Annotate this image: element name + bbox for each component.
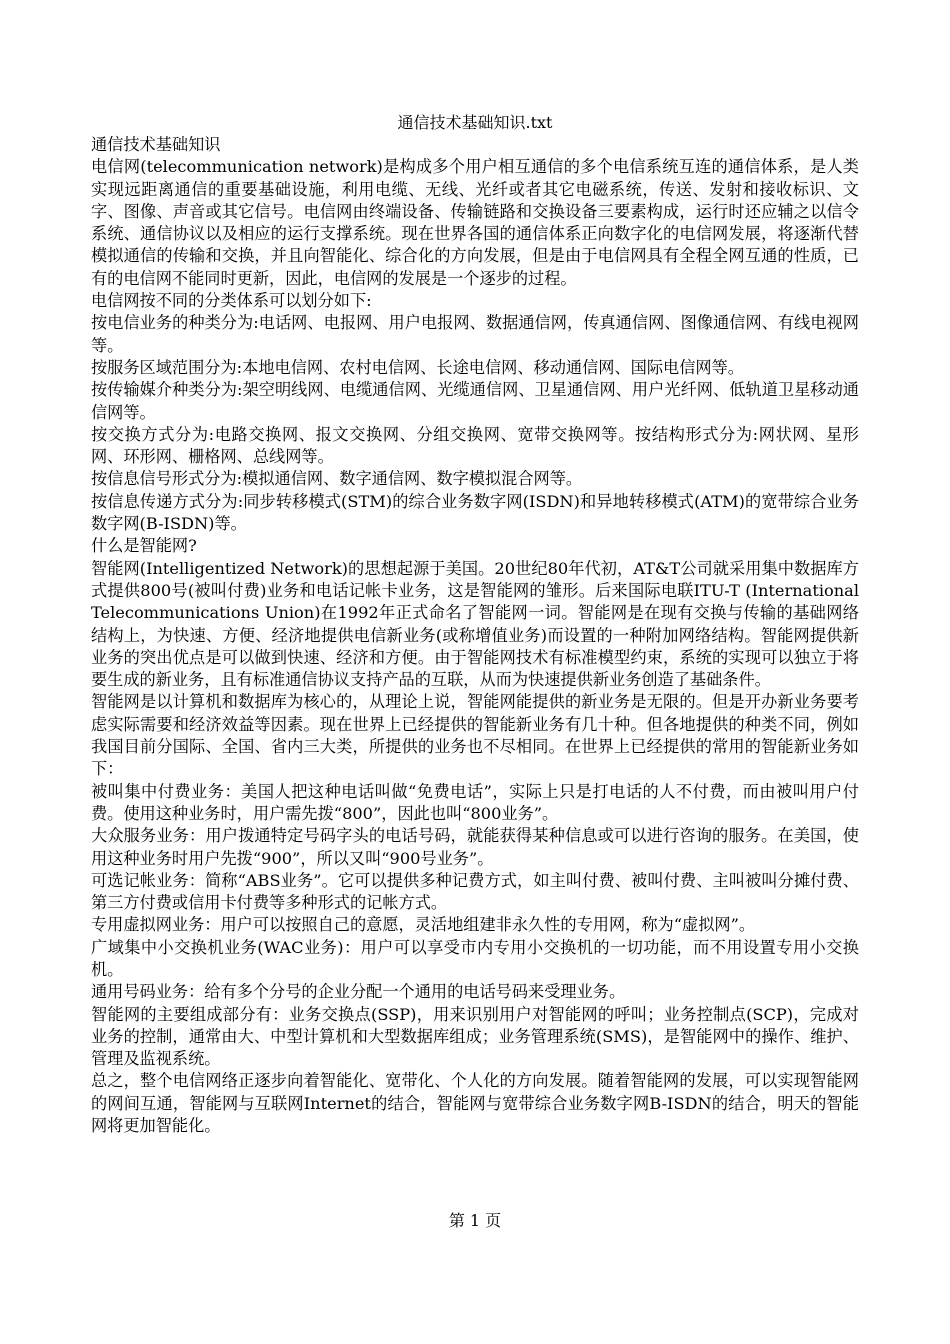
paragraph-abs: 可选记帐业务：简称“ABS业务”。它可以提供多种记费方式，如主叫付费、被叫付费、主叫被叫分摊付费、第三方付费或信用卡付费等多种形式的记帐方式。: [91, 870, 859, 913]
paragraph-conclusion: 总之，整个电信网络正逐步向着智能化、宽带化、个人化的方向发展。随着智能网的发展，可以实现智能网的网间互通，智能网与互联网Internet的结合，智能网与宽带综合业务数字网B-ISDN的结合，明天的智能网将更加智能化。: [91, 1071, 859, 1136]
paragraph-freephone: 被叫集中付费业务：美国人把这种电话叫做“免费电话”，实际上只是打电话的人不付费，而由被叫用户付费。使用这种业务时，用户需先拨“800”，因此也叫“800业务”。: [91, 781, 859, 823]
paragraph-by-signal-form: 按信息信号形式分为:模拟通信网、数字通信网、数字模拟混合网等。: [91, 469, 583, 489]
paragraph-wac: 广域集中小交换机业务(WAC业务)：用户可以享受市内专用小交换机的一切功能，而不用设置专用小交换机。: [91, 937, 859, 979]
paragraph-heading: 通信技术基础知识: [91, 135, 221, 154]
paragraph-what-is-in: 什么是智能网?: [91, 536, 197, 556]
paragraph-by-switching-mode: 按交换方式分为:电路交换网、报文交换网、分组交换网、宽带交换网等。按结构形式分为:网状网、星形网、环形网、栅格网、总线网等。: [91, 424, 859, 467]
paragraph-in-origin: 智能网(Intelligentized Network)的思想起源于美国。20世纪80年代初，AT&T公司就采用集中数据库方式提供800号(被叫付费)业务和电话记帐卡业务，这是智能网的雏形。后来国际电联ITU-T (International Telecommunications Union)在1992年正式命名了智能网一词。智能网是在现有交换与传输的基础网络结构上，为快速、方便、经济地提供电信新业务(或称增值业务)而设置的一种附加网络结构。智能网提供新业务的突出优点是可以做到快速、经济和方便。由于智能网技术有标准模型约束，系统的实现可以独立于将要生成的新业务，且有标准通信协议支持产品的互联，从而为快速提供新业务创造了基础条件。: [91, 558, 859, 690]
paragraph-classification-intro: 电信网按不同的分类体系可以划分如下:: [91, 291, 372, 311]
paragraph-by-transmission-medium: 按传输媒介种类分为:架空明线网、电缆通信网、光缆通信网、卫星通信网、用户光纤网、低轨道卫星移动通信网等。: [91, 380, 859, 422]
paragraph-universal-number: 通用号码业务：给有多个分号的企业分配一个通用的电话号码来受理业务。: [91, 982, 626, 1002]
paragraph-mass-calling: 大众服务业务：用户拨通特定号码字头的电话号码，就能获得某种信息或可以进行咨询的服务。在美国，使用这种业务时用户先拨“900”，所以又叫“900号业务”。: [91, 826, 859, 868]
document-body: [91, 134, 859, 1137]
paragraph-vpn: 专用虚拟网业务：用户可以按照自己的意愿，灵活地组建非永久性的专用网，称为“虚拟网”。: [91, 915, 756, 935]
paragraph-by-service-type: 按电信业务的种类分为:电话网、电报网、用户电报网、数据通信网，传真通信网、图像通信网、有线电视网等。: [91, 313, 859, 355]
paragraph-by-service-area: 按服务区域范围分为:本地电信网、农村电信网、长途电信网、移动通信网、国际电信网等。: [91, 357, 744, 377]
paragraph-in-services: 智能网是以计算机和数据库为核心的，从理论上说，智能网能提供的新业务是无限的。但是开办新业务要考虑实际需要和经济效益等因素。现在世界上已经提供的智能新业务有几十种。但各地提供的种类不同，例如我国目前分国际、全国、省内三大类，所提供的业务也不尽相同。在世界上已经提供的常用的智能新业务如下：: [91, 692, 859, 779]
paragraph-telecom-network: 电信网(telecommunication network)是构成多个用户相互通信的多个电信系统互连的通信体系，是人类实现远距离通信的重要基础设施，利用电缆、无线、光纤或者其它电磁系统，传送、发射和接收标识、文字、图像、声音或其它信号。电信网由终端设备、传输链路和交换设备三要素构成，运行时还应辅之以信令系统、通信协议以及相应的运行支撑系统。现在世界各国的通信体系正向数字化的电信网发展，将逐渐代替模拟通信的传输和交换，并且向智能化、综合化的方向发展，但是由于电信网具有全程全网互通的性质，已有的电信网不能同时更新，因此，电信网的发展是一个逐步的过程。: [91, 157, 859, 288]
paragraph-in-components: 智能网的主要组成部分有：业务交换点(SSP)，用来识别用户对智能网的呼叫；业务控制点(SCP)，完成对业务的控制，通常由大、中型计算机和大型数据库组成；业务管理系统(SMS)，是智能网中的操作、维护、管理及监视系统。: [91, 1004, 859, 1069]
page-number: 第 1 页: [448, 1211, 502, 1230]
paragraph-by-transfer-mode: 按信息传递方式分为:同步转移模式(STM)的综合业务数字网(ISDN)和异地转移模式(ATM)的宽带综合业务数字网(B-ISDN)等。: [91, 491, 859, 534]
document-title: 通信技术基础知识.txt: [397, 113, 553, 132]
